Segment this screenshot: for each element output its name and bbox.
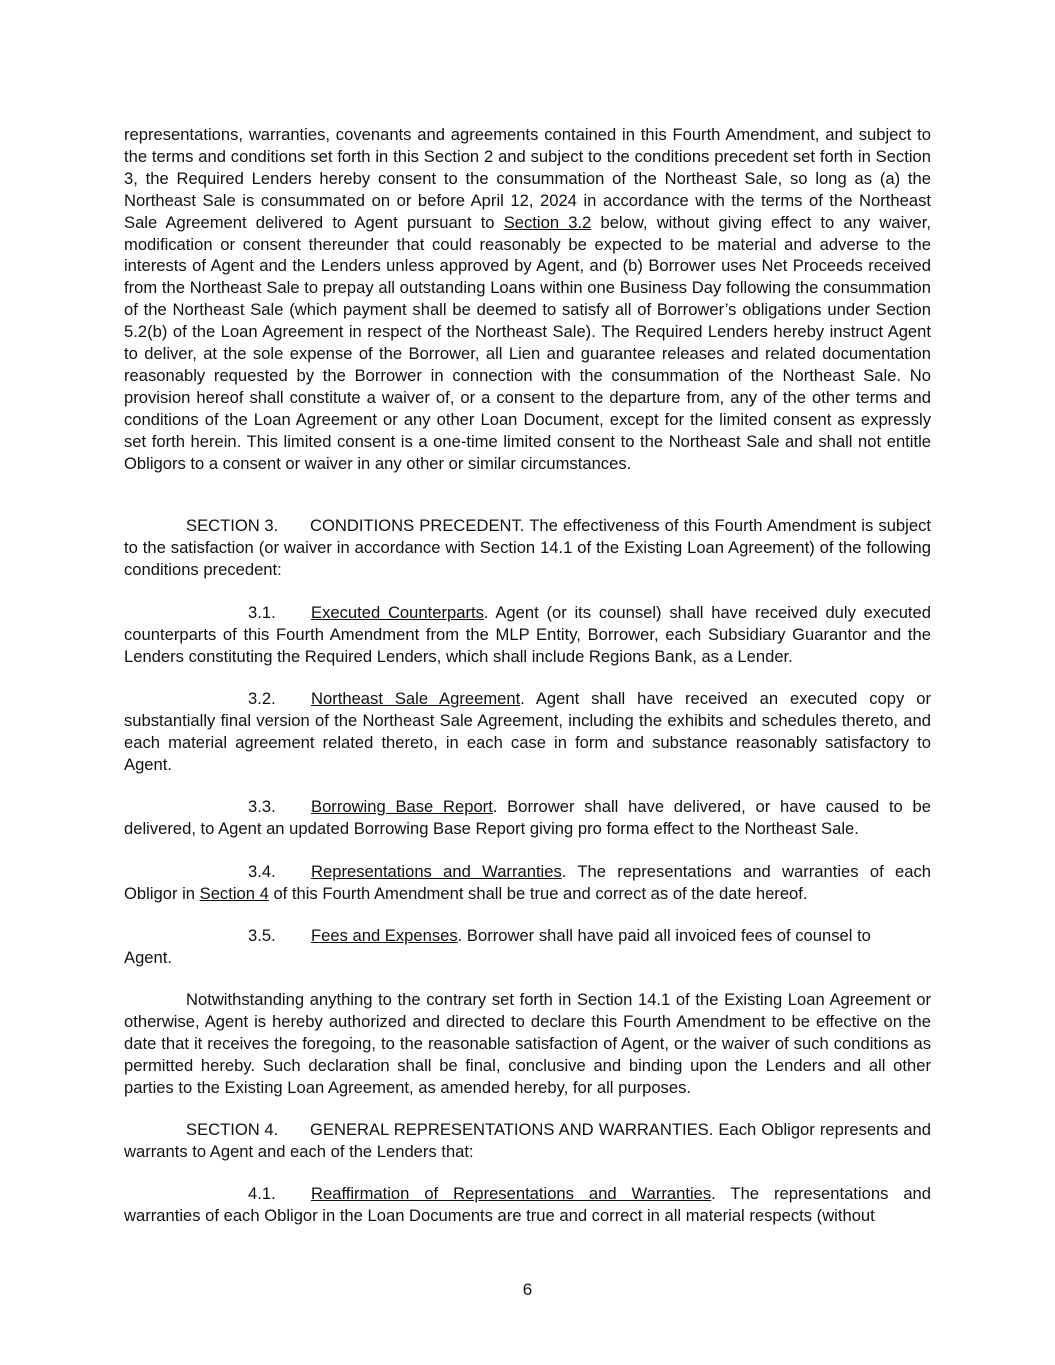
item-number: 3.2. [248, 689, 276, 708]
paragraph-section-2-continued [124, 124, 931, 475]
item-number: 3.4. [248, 862, 276, 881]
item-text: . Borrower shall have delivered, or have caused to be delivered, to Agent an updated Borrowing Base Report giving pro forma effect to the Northeast Sale. [124, 797, 931, 838]
item-number: 3.1. [248, 603, 276, 622]
item-3-5-tail: Agent. [124, 948, 172, 967]
cross-reference-section-3-2: Section 3.2 [503, 212, 592, 232]
item-title: Representations and Warranties [311, 862, 562, 881]
item-title: Fees and Expenses [311, 926, 458, 945]
item-4-1 [124, 1183, 931, 1227]
item-title: Reaffirmation of Representations and Warranties [311, 1184, 712, 1203]
item-title: Executed Counterparts [311, 603, 484, 622]
item-text: . The representations and warranties of each Obligor in [124, 862, 931, 903]
item-title: Borrowing Base Report [311, 797, 493, 816]
section-4-label: SECTION 4. [186, 1120, 279, 1139]
section-3-label: SECTION 3. [186, 516, 279, 535]
item-number: 3.3. [248, 797, 276, 816]
item-3-5 [124, 925, 931, 947]
section-4-text: Each Obligor represents and warrants to Agent and each of the Lenders that: [124, 1120, 932, 1161]
item-text: . The representations and warranties of each Obligor in the Loan Documents are true and correct in all material respects (without [124, 1184, 931, 1225]
item-3-3 [124, 796, 931, 840]
section-3-title: CONDITIONS PRECEDENT. [310, 516, 525, 535]
item-3-2 [124, 688, 931, 776]
item-title: Northeast Sale Agreement [311, 689, 521, 708]
item-3-4 [124, 861, 931, 905]
paragraph-notwithstanding: Notwithstanding anything to the contrary set forth in Section 14.1 of the Existing Loan Agreement or otherwise, Agent is hereby authorized and directed to declare this Fourth Amendment to be effective on the date that it receives the foregoing, to the reasonable satisfaction of Agent, or the waiver of such conditions as permitted hereby. Such declaration shall be final, conclusive and binding upon the Lenders and all other parties to the Existing Loan Agreement, as amended hereby, for all purposes. [124, 990, 931, 1097]
paragraph-text: below, without giving effect to any waiver, modification or consent thereunder that could reasonably be expected to be material and adverse to the interests of Agent and the Lenders unless approved by Agent, and (b) Borrower uses Net Proceeds received from the Northeast Sale to prepay all outstanding Loans within one Business Day following the consummation of the Northeast Sale (which payment shall be deemed to satisfy all of Borrower’s obligations under Section 5.2(b) of the Loan Agreement in respect of the Northeast Sale). The Required Lenders hereby instruct Agent to deliver, at the sole expense of the Borrower, all Lien and guarantee releases and related documentation reasonably requested by the Borrower in connection with the consummation of the Northeast Sale. No provision hereof shall constitute a waiver of, or a consent to the departure from, any of the other terms and conditions of the Loan Agreement or any other Loan Document, except for the limited consent as expressly set forth herein. This limited consent is a one-time limited consent to the Northeast Sale and shall not entitle Obligors to a consent or waiver in any other or similar circumstances. [124, 212, 931, 473]
page-number: 6 [522, 1280, 533, 1299]
section-3-heading-paragraph [124, 515, 931, 581]
item-text: . Borrower shall have paid all invoiced fees of counsel to [457, 926, 871, 945]
section-3-text: The effectiveness of this Fourth Amendment is subject to the satisfaction (or waiver in accordance with Section 14.1 of the Existing Loan Agreement) of the following conditions precedent: [124, 516, 931, 579]
section-4-title: GENERAL REPRESENTATIONS AND WARRANTIES. [310, 1120, 714, 1139]
item-text: of this Fourth Amendment shall be true and correct as of the date hereof. [268, 883, 808, 903]
item-text: . Agent (or its counsel) shall have received duly executed counterparts of this Fourth Amendment from the MLP Entity, Borrower, each Subsidiary Guarantor and the Lenders constituting the Required Lenders, which shall include Regions Bank, as a Lender. [124, 603, 931, 666]
paragraph-text: representations, warranties, covenants and agreements contained in this Fourth Amendment, and subject to the terms and conditions set forth in this Section 2 and subject to the conditions precedent set forth in Section 3, the Required Lenders hereby consent to the consummation of the Northeast Sale, so long as (a) the Northeast Sale is consummated on or before April 12, 2024 in accordance with the terms of the Northeast Sale Agreement delivered to Agent pursuant to [124, 125, 931, 232]
item-number: 4.1. [248, 1184, 276, 1203]
item-text: . Agent shall have received an executed copy or substantially final version of the Northeast Sale Agreement, including the exhibits and schedules thereto, and each material agreement related thereto, in each case in form and substance reasonably satisfactory to Agent. [124, 689, 931, 774]
cross-reference-section-4: Section 4 [199, 883, 269, 903]
item-3-1 [124, 602, 931, 668]
section-4-heading-paragraph [124, 1119, 931, 1163]
item-number: 3.5. [248, 926, 276, 945]
